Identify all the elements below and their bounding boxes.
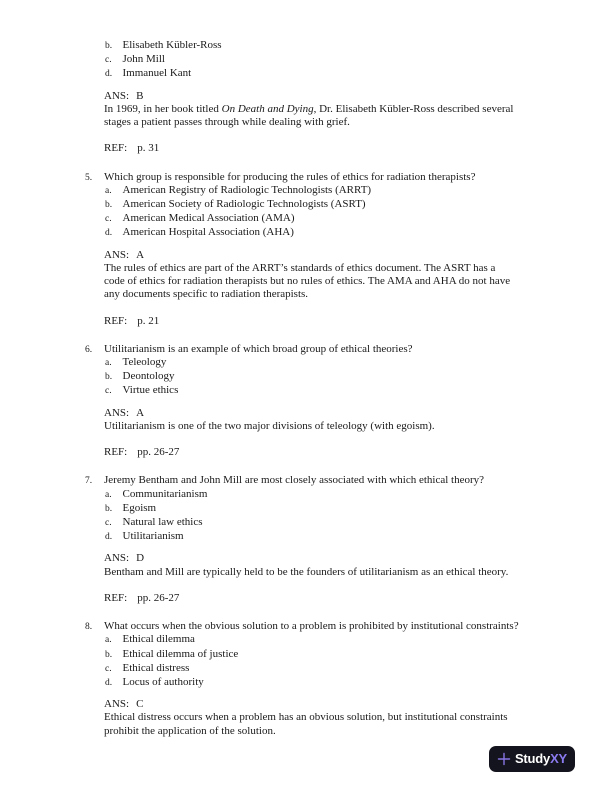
option-letter: c. [105,55,112,66]
option-text: John Mill [122,53,165,66]
question-block-7 [85,474,556,605]
option-text: Natural law ethics [122,516,203,529]
option-letter: a. [105,635,112,646]
question-block-6 [85,343,556,460]
explanation-line: code of ethics for radiation therapists but no rules of ethics. The AMA and AHA do not have [104,275,511,288]
question-text: Utilitarianism is an example of which broad group of ethical theories? [104,342,413,355]
option [104,53,556,67]
reference-row [104,592,556,605]
option-letter: b. [105,372,113,383]
answer-row [104,698,556,711]
explanation-text: , Dr. Elisabeth Kübler-Ross described several [313,102,514,115]
studyxy-word-xy: XY [550,751,568,767]
option [104,212,556,226]
reference-label: REF: [104,142,128,155]
option-text: Communitarianism [122,487,208,500]
option [104,633,556,647]
reference-label: REF: [104,446,128,459]
plus-icon [497,752,511,766]
explanation-line: Utilitarianism is one of the two major divisions of teleology (with egoism). [104,419,435,432]
option-letter: c. [105,518,112,529]
option-text: American Society of Radiologic Technologists (ASRT) [122,198,366,211]
reference-value: p. 31 [137,142,160,155]
option [104,516,556,530]
reference-label: REF: [104,314,128,327]
option-letter: a. [105,358,112,369]
question-block-8 [85,620,556,738]
option-text: Immanuel Kant [122,67,192,80]
option [104,676,556,690]
answer-value: B [136,89,144,102]
question-number: 7. [85,476,93,487]
option [104,648,556,662]
option [104,370,556,384]
option-text: American Medical Association (AMA) [122,212,295,225]
option-letter: b. [105,200,113,211]
answer-row [104,90,556,103]
question-block-5 [85,171,556,328]
question-text: Jeremy Bentham and John Mill are most closely associated with which ethical theory? [104,474,485,487]
option-text: Ethical dilemma of justice [122,647,239,660]
option-letter: d. [105,678,113,689]
option-text: Utilitarianism [122,530,184,543]
option-text: Ethical dilemma [122,633,195,646]
option [104,502,556,516]
question-number: 8. [85,622,93,633]
option [104,184,556,198]
option-text: American Hospital Association (AHA) [122,226,294,239]
option [104,662,556,676]
option-letter: d. [105,69,113,80]
option-text: Virtue ethics [122,384,179,397]
reference-label: REF: [104,592,128,605]
option [104,356,556,370]
reference-value: pp. 26-27 [137,592,180,605]
explanation-text: In 1969, in her book titled [104,102,222,115]
answer-value: A [136,248,145,261]
question-text: What occurs when the obvious solution to a problem is prohibited by institutional constraints? [104,620,519,633]
reference-value: pp. 26-27 [137,446,180,459]
option [104,530,556,544]
option-letter: b. [105,41,113,51]
option-text: Deontology [122,370,175,383]
question-number: 5. [85,172,93,183]
answer-row [104,249,556,262]
option-letter: c. [105,386,112,397]
explanation-line: stages a patient passes through while dealing with grief. [104,116,350,129]
answer-label: ANS: [104,248,130,261]
explanation-line: any documents specific to radiation therapists. [104,288,309,301]
answer-value: A [136,406,145,419]
answer-value: C [136,698,144,711]
option-letter: d. [105,228,113,239]
explanation-line: Bentham and Mill are typically held to be the founders of utilitarianism as an ethical theory. [104,565,509,578]
answer-label: ANS: [104,552,130,565]
explanation-line: The rules of ethics are part of the ARRT’s standards of ethics document. The ASRT has a [104,261,496,274]
option-letter: b. [105,649,113,660]
question-text: Which group is responsible for producing the rules of ethics for radiation therapists? [104,170,476,183]
option-letter: b. [105,503,113,514]
reference-row [104,315,556,328]
option-text: Elisabeth Kübler-Ross [122,39,222,51]
book-title-italic: On Death and Dying [221,102,314,115]
studyxy-wordmark [515,752,567,765]
option-text: Ethical distress [122,661,190,674]
explanation-line: Ethical distress occurs when a problem has an obvious solution, but institutional constraints [104,711,508,724]
option-letter: c. [105,663,112,674]
reference-row [104,142,556,155]
option [104,488,556,502]
answer-value: D [136,552,145,565]
question-block-4-continuation [85,39,556,156]
reference-value: p. 21 [137,314,160,327]
option [104,67,556,81]
reference-row [104,446,556,459]
explanation-line [104,103,556,116]
option-text: Locus of authority [122,676,204,689]
option-letter: a. [105,489,112,500]
option-text: American Registry of Radiologic Technologists (ARRT) [122,183,372,196]
option [104,226,556,240]
option-text: Teleology [122,356,167,369]
option-text: Egoism [122,501,157,514]
answer-label: ANS: [104,698,130,711]
option [104,198,556,212]
studyxy-badge[interactable] [489,746,575,772]
studyxy-word-study: Study [514,751,551,767]
option-letter: c. [105,214,112,225]
option-letter: a. [105,185,112,196]
question-number: 6. [85,344,93,355]
answer-row [104,552,556,565]
option [104,39,556,53]
answer-label: ANS: [104,406,130,419]
answer-label: ANS: [104,89,130,102]
option-letter: d. [105,532,113,543]
explanation-line: prohibit the application of the solution. [104,724,276,737]
option [104,384,556,398]
answer-row [104,407,556,420]
